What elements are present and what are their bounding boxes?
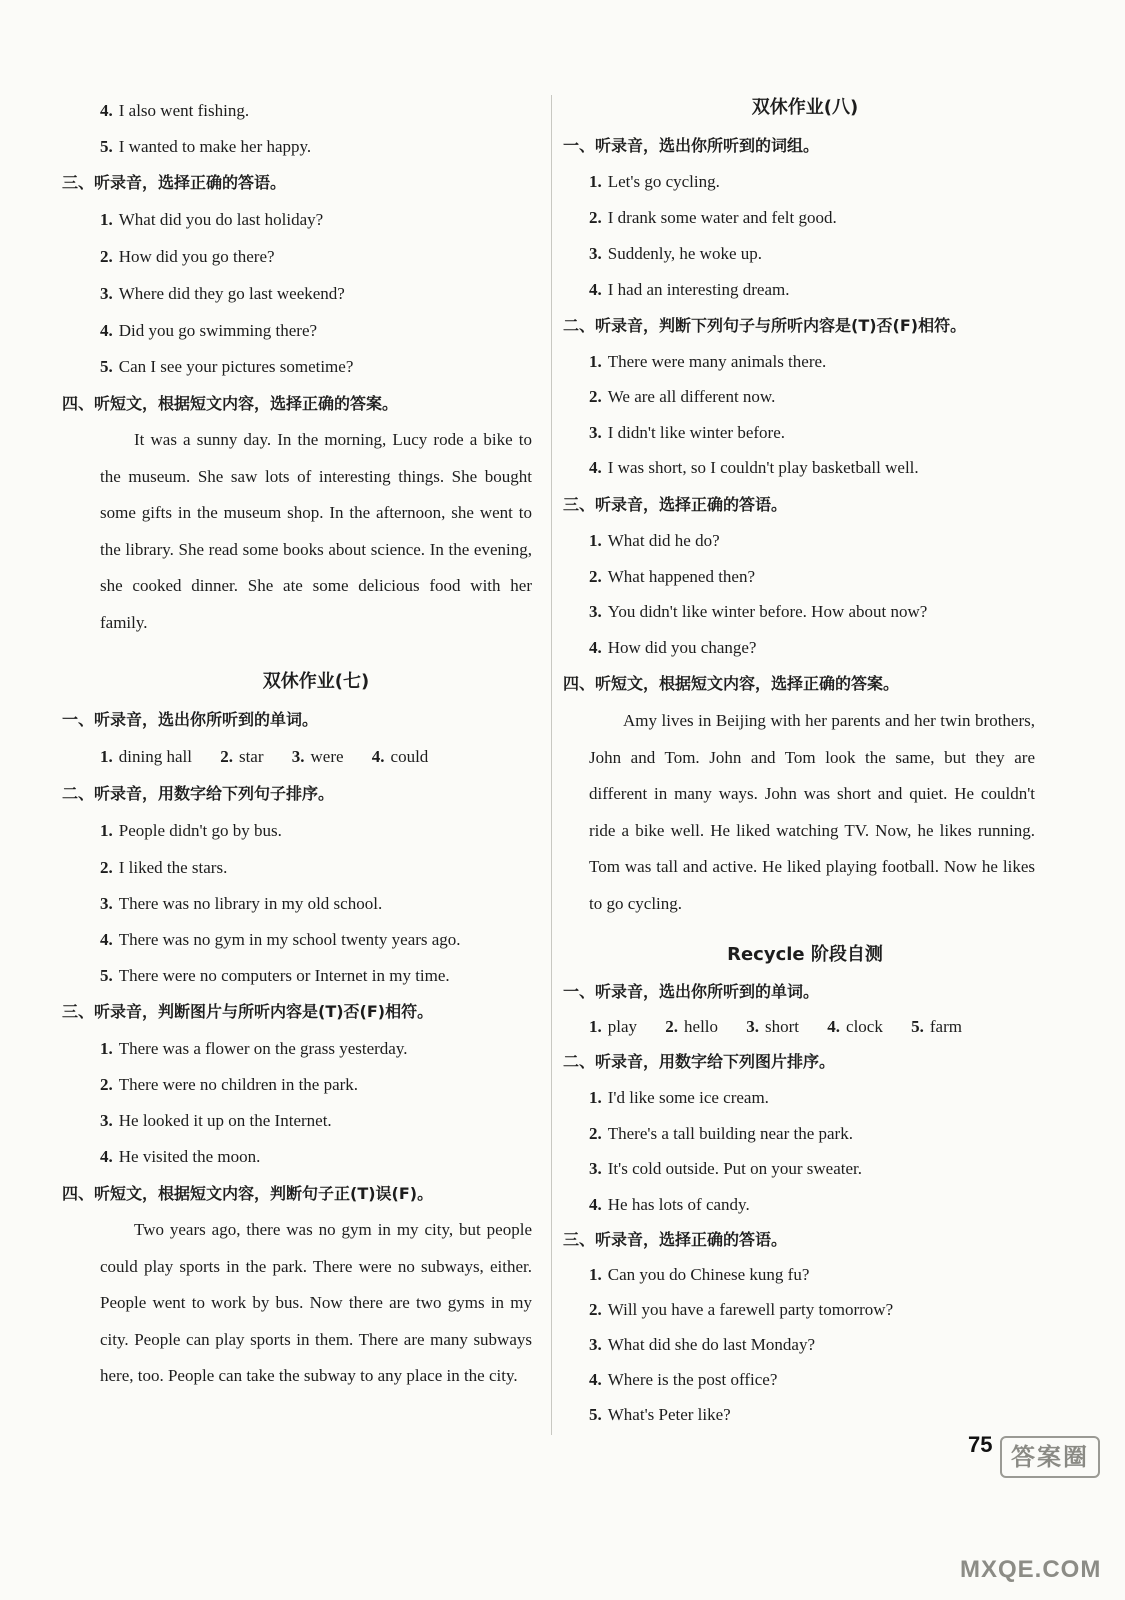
reading-passage: Amy lives in Beijing with her parents and her twin brothers, John and Tom. John and Tom look the same, but they are different in many ways. John was short and quiet. He couldn't ride a bike well. He liked watching TV. Now, he likes running. Tom was tall and active. He liked playing football. Now he likes to go cycling. bbox=[589, 711, 1035, 913]
section-heading: 一、听录音，选出你所听到的单词。 bbox=[563, 982, 820, 1001]
list-item: 4. I had an interesting dream. bbox=[589, 280, 790, 299]
section-title: Recycle 阶段自测 bbox=[727, 944, 883, 965]
list-item: 1. What did you do last holiday? bbox=[100, 210, 324, 229]
section-heading: 三、听录音，选择正确的答语。 bbox=[563, 495, 788, 514]
list-item: 3. You didn't like winter before. How about now? bbox=[589, 602, 928, 621]
reading-passage: Two years ago, there was no gym in my city, but people could play sports in the park. There were no subways, either. People went to work by bus. Now there are two gyms in my city. People can play sports in them. There are many subways here, too. People can take the subway to any place in the city. bbox=[100, 1220, 532, 1386]
watermark-text: MXQE.COM bbox=[960, 1556, 1102, 1583]
list-item: 1. People didn't go by bus. bbox=[100, 821, 282, 840]
page-number: 75 bbox=[968, 1432, 993, 1457]
list-item: 5. What's Peter like? bbox=[589, 1405, 731, 1424]
list-item: 5. Can I see your pictures sometime? bbox=[100, 357, 354, 376]
list-item: 5. I wanted to make her happy. bbox=[100, 137, 312, 156]
section-heading: 三、听录音，选择正确的答语。 bbox=[563, 1230, 788, 1249]
section-heading: 二、听录音，用数字给下列图片排序。 bbox=[563, 1052, 836, 1071]
list-item: 1. There was a flower on the grass yesterday. bbox=[100, 1039, 408, 1058]
list-item: 3. There was no library in my old school. bbox=[100, 894, 383, 913]
list-item: 1. There were many animals there. bbox=[589, 352, 827, 371]
section-heading: 四、听短文，根据短文内容，选择正确的答案。 bbox=[563, 674, 900, 693]
section-heading: 三、听录音，判断图片与所听内容是(T)否(F)相符。 bbox=[62, 1002, 434, 1021]
list-item: 3. I didn't like winter before. bbox=[589, 423, 786, 442]
section-title: 双休作业(七) bbox=[262, 671, 370, 692]
list-item: 4. I was short, so I couldn't play basketball well. bbox=[589, 458, 919, 477]
list-item: 2. What happened then? bbox=[589, 567, 756, 586]
list-item: 4. He visited the moon. bbox=[100, 1147, 261, 1166]
list-item: 3. What did she do last Monday? bbox=[589, 1335, 816, 1354]
list-item: 3. It's cold outside. Put on your sweater. bbox=[589, 1159, 863, 1178]
list-item: 3. Suddenly, he woke up. bbox=[589, 244, 762, 263]
list-item: 2. I drank some water and felt good. bbox=[589, 208, 837, 227]
list-item: 4. He has lots of candy. bbox=[589, 1195, 750, 1214]
section-heading: 三、听录音，选择正确的答语。 bbox=[62, 173, 287, 192]
list-item: 4. Did you go swimming there? bbox=[100, 321, 318, 340]
list-item: 5. There were no computers or Internet in my time. bbox=[100, 966, 450, 985]
section-heading: 四、听短文，根据短文内容，判断句子正(T)误(F)。 bbox=[62, 1184, 434, 1203]
section-heading: 一、听录音，选出你所听到的词组。 bbox=[563, 136, 820, 155]
reading-passage: It was a sunny day. In the morning, Lucy rode a bike to the museum. She saw lots of interesting things. She bought some gifts in the museum shop. In the afternoon, she went to the library. She read some books about science. In the evening, she cooked dinner. She ate some delicious food with her family. bbox=[100, 430, 532, 632]
list-item: 1. Can you do Chinese kung fu? bbox=[589, 1265, 810, 1284]
list-item: 3. Where did they go last weekend? bbox=[100, 284, 345, 303]
list-item: 2. How did you go there? bbox=[100, 247, 275, 266]
word-list: 1. dining hall 2. star 3. were 4. could bbox=[100, 747, 429, 766]
list-item: 1. What did he do? bbox=[589, 531, 720, 550]
word-list: 1. play 2. hello 3. short 4. clock 5. farm bbox=[589, 1017, 962, 1036]
section-title: 双休作业(八) bbox=[751, 97, 859, 118]
list-item: 1. I'd like some ice cream. bbox=[589, 1088, 769, 1107]
section-heading: 一、听录音，选出你所听到的单词。 bbox=[62, 710, 319, 729]
list-item: 2. There were no children in the park. bbox=[100, 1075, 359, 1094]
list-item: 3. He looked it up on the Internet. bbox=[100, 1111, 332, 1130]
list-item: 1. Let's go cycling. bbox=[589, 172, 720, 191]
list-item: 4. There was no gym in my school twenty years ago. bbox=[100, 930, 461, 949]
column-divider bbox=[551, 95, 552, 1435]
list-item: 2. There's a tall building near the park. bbox=[589, 1124, 853, 1143]
list-item: 4. How did you change? bbox=[589, 638, 757, 657]
list-item: 4. I also went fishing. bbox=[100, 101, 250, 120]
watermark-stamp: 答案圈 bbox=[1000, 1436, 1100, 1478]
list-item: 2. I liked the stars. bbox=[100, 858, 228, 877]
section-heading: 四、听短文，根据短文内容，选择正确的答案。 bbox=[62, 394, 399, 413]
list-item: 2. We are all different now. bbox=[589, 387, 776, 406]
section-heading: 二、听录音，用数字给下列句子排序。 bbox=[62, 784, 335, 803]
section-heading: 二、听录音，判断下列句子与所听内容是(T)否(F)相符。 bbox=[563, 316, 967, 335]
list-item: 2. Will you have a farewell party tomorrow? bbox=[589, 1300, 894, 1319]
list-item: 4. Where is the post office? bbox=[589, 1370, 778, 1389]
